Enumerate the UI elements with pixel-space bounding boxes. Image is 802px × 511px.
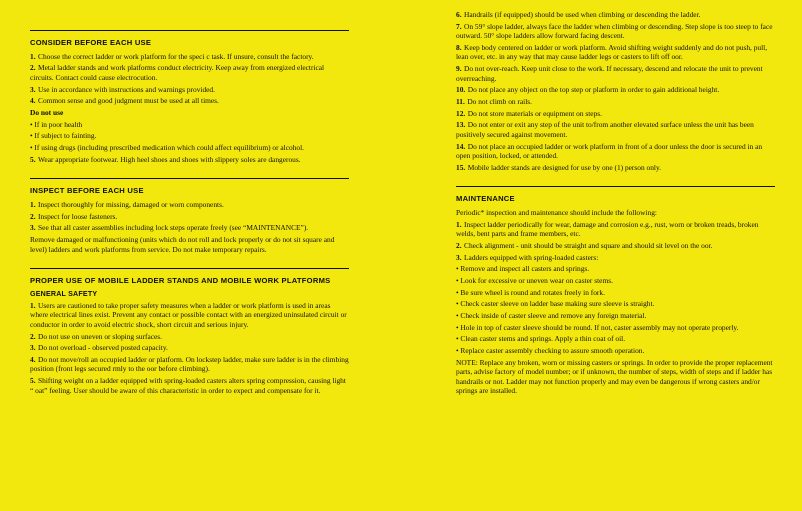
numbered-item — [30, 301, 349, 330]
left-column — [30, 30, 349, 397]
bullet-item: • Look for excessive or uneven wear on caster stems. — [456, 275, 613, 285]
numbered-item — [456, 220, 775, 239]
item-number: 3. — [30, 84, 36, 94]
numbered-item — [30, 332, 349, 342]
item-text: Keep body centered on ladder or work platform. Avoid shifting weight suddenly and do not push, pull, lean over, etc. in any way that may cause ladder legs or casters to lift off oor. — [456, 42, 768, 62]
item-number: 10. — [456, 85, 466, 95]
item-text: On 59° slope ladder, always face the ladder when climbing or descending. Step slope is too steep to face outward. 50° slope ladders allow forward facing descent. — [456, 21, 773, 41]
item-number: 3. — [456, 252, 462, 262]
section-divider — [30, 30, 349, 31]
item-text: Inspect for loose fasteners. — [38, 211, 118, 221]
item-text: Do not move/roll an occupied ladder or platform. On lockstep ladder, make sure ladder is in the climbing position (front legs secured rmly to the oor before climbing). — [30, 354, 349, 374]
item-text: Choose the correct ladder or work platform for the speci c task. If unsure, consult the factory. — [38, 51, 314, 61]
item-number: 2. — [30, 331, 36, 341]
numbered-item — [30, 212, 349, 222]
item-text: Inspect thoroughly for missing, damaged or worn components. — [38, 200, 224, 209]
item-number: 3. — [30, 223, 36, 233]
right-column — [456, 10, 775, 398]
item-text: Ladders equipped with spring-loaded casters: — [464, 252, 599, 262]
bullet-item: • Check caster sleeve on ladder base making sure sleeve is straight. — [456, 299, 655, 309]
item-number: 1. — [30, 51, 36, 61]
section-heading: MAINTENANCE — [456, 194, 515, 204]
bullet-item: • Replace caster assembly checking to assure smooth operation. — [456, 346, 645, 355]
numbered-item — [30, 63, 349, 82]
bullet-item: • Hole in top of caster sleeve should be round. If not, caster assembly may not operate properly. — [456, 322, 739, 332]
item-text: Check alignment - unit should be straight and square and should sit level on the oor. — [464, 240, 713, 250]
numbered-item — [30, 355, 349, 374]
item-number: 11. — [456, 96, 465, 106]
item-text: Shifting weight on a ladder equipped with spring-loaded casters alters spring compression, causing light “ oat” feeling. User should be aware of this characteristic in order to expect and compensate for it. — [30, 376, 346, 395]
item-text: Inspect ladder periodically for wear, damage and corrosion e.g., rust, worn or broken treads, broken welds, bent parts and frame members, etc. — [456, 219, 759, 239]
numbered-item — [456, 10, 775, 20]
item-number: 1. — [456, 219, 462, 229]
section-divider — [30, 268, 349, 269]
item-number: 5. — [30, 376, 36, 386]
section-heading: PROPER USE OF MOBILE LADDER STANDS AND MOBILE WORK PLATFORMS — [30, 276, 331, 286]
numbered-item — [456, 22, 775, 41]
bullet-item: • Remove and inspect all casters and springs. — [456, 264, 590, 274]
item-number: 8. — [456, 42, 462, 52]
numbered-item — [30, 85, 349, 95]
item-text: Do not overload - observed posted capacity. — [38, 343, 168, 353]
numbered-item — [30, 223, 349, 233]
item-number: 7. — [456, 21, 462, 31]
numbered-item — [456, 163, 775, 173]
item-number: 4. — [30, 96, 36, 106]
numbered-item — [30, 200, 349, 210]
item-text: See that all caster assemblies including lock steps operate freely (see “MAINTENANCE”). — [38, 223, 309, 233]
numbered-item — [456, 97, 775, 107]
section-heading: INSPECT BEFORE EACH USE — [30, 186, 144, 196]
bullet-item: • If subject to fainting. — [30, 131, 97, 141]
item-number: 2. — [30, 63, 36, 73]
item-number: 15. — [456, 162, 466, 172]
section-heading: CONSIDER BEFORE EACH USE — [30, 38, 152, 47]
item-text: Mobile ladder stands are designed for use by one (1) person only. — [467, 162, 662, 172]
numbered-item — [30, 155, 349, 165]
numbered-item — [456, 43, 775, 62]
item-number: 1. — [30, 200, 36, 209]
item-number: 6. — [456, 10, 462, 19]
numbered-item — [30, 96, 349, 106]
section-divider — [456, 186, 775, 187]
item-text: Do not climb on rails. — [467, 96, 533, 106]
numbered-item — [456, 241, 775, 251]
item-text: Do not over-reach. Keep unit close to the work. If necessary, descend and relocate the unit to prevent overreaching. — [456, 64, 763, 83]
subsection-heading: GENERAL SAFETY — [30, 289, 98, 298]
item-number: 9. — [456, 64, 462, 74]
bullet-item: • Check inside of caster sleeve and remove any foreign material. — [456, 310, 647, 320]
item-number: 5. — [30, 154, 36, 164]
numbered-item — [456, 142, 775, 161]
bullet-item: • Clean caster stems and springs. Apply a thin coat of oil. — [456, 334, 626, 344]
section-divider — [30, 178, 349, 179]
numbered-item — [456, 253, 775, 263]
numbered-item — [30, 52, 349, 62]
item-text: Wear appropriate footwear. High heel shoes and shoes with slippery soles are dangerous. — [38, 154, 301, 164]
numbered-item — [456, 109, 775, 119]
bullet-item: • If using drugs (including prescribed medication which could affect equilibrium) or alcohol. — [30, 143, 304, 153]
item-number: 12. — [456, 108, 466, 118]
item-text: Use in accordance with instructions and warnings provided. — [38, 84, 215, 94]
bullet-item: • Be sure wheel is round and rotates freely in fork. — [456, 287, 605, 297]
item-number: 3. — [30, 343, 36, 353]
paragraph: Remove damaged or malfunctioning (units which do not roll and lock properly or do not sit square and level) ladders and work platforms from service. Do not make temporary repairs. — [30, 235, 335, 254]
paragraph: Periodic* inspection and maintenance should include the following: — [456, 207, 657, 217]
item-number: 2. — [30, 211, 36, 221]
numbered-item — [456, 85, 775, 95]
numbered-item — [30, 343, 349, 353]
item-text: Handrails (if equipped) should be used when climbing or descending the ladder. — [464, 10, 701, 19]
item-text: Do not place any object on the top step or platform in order to gain additional height. — [467, 85, 720, 95]
item-number: 13. — [456, 120, 466, 130]
item-number: 1. — [30, 300, 36, 310]
item-text: Do not store materials or equipment on steps. — [467, 108, 602, 118]
item-text: Common sense and good judgment must be used at all times. — [38, 96, 219, 106]
bullet-item: • If in poor health — [30, 119, 83, 129]
item-text: Do not use on uneven or sloping surfaces. — [38, 331, 163, 341]
numbered-item — [30, 376, 349, 395]
item-text: Users are cautioned to take proper safety measures when a ladder or work platform is used in areas where electrical lines exist. Prevent any contact or possible contact with an energized uninsulated circuit or conductor in order to avoid electric shock, short circuit and serious injury. — [30, 300, 347, 329]
item-number: 14. — [456, 141, 466, 151]
paragraph: NOTE: Replace any broken, worn or missing casters or springs. In order to provide the proper replacement parts, advise factory of model number; or if unknown, the number of steps, width of steps and if ladder has handrails or not. Ladder may not function properly and may even be dangerous if wrong casters and/or springs are installed. — [456, 357, 773, 396]
item-text: Metal ladder stands and work platforms conduct electricity. Keep away from energized electrical circuits. Contact could cause electrocution. — [30, 63, 325, 82]
item-number: 2. — [456, 240, 462, 250]
numbered-item — [456, 120, 775, 139]
item-text: Do not place an occupied ladder or work platform in front of a door unless the door is secured in an open position, locked, or attended. — [456, 141, 763, 160]
item-number: 4. — [30, 354, 36, 364]
numbered-item — [456, 64, 775, 83]
item-text: Do not enter or exit any step of the unit to/from another elevated surface unless the unit has been positively secured against movement. — [456, 120, 754, 139]
bold-label: Do not use — [30, 108, 64, 117]
